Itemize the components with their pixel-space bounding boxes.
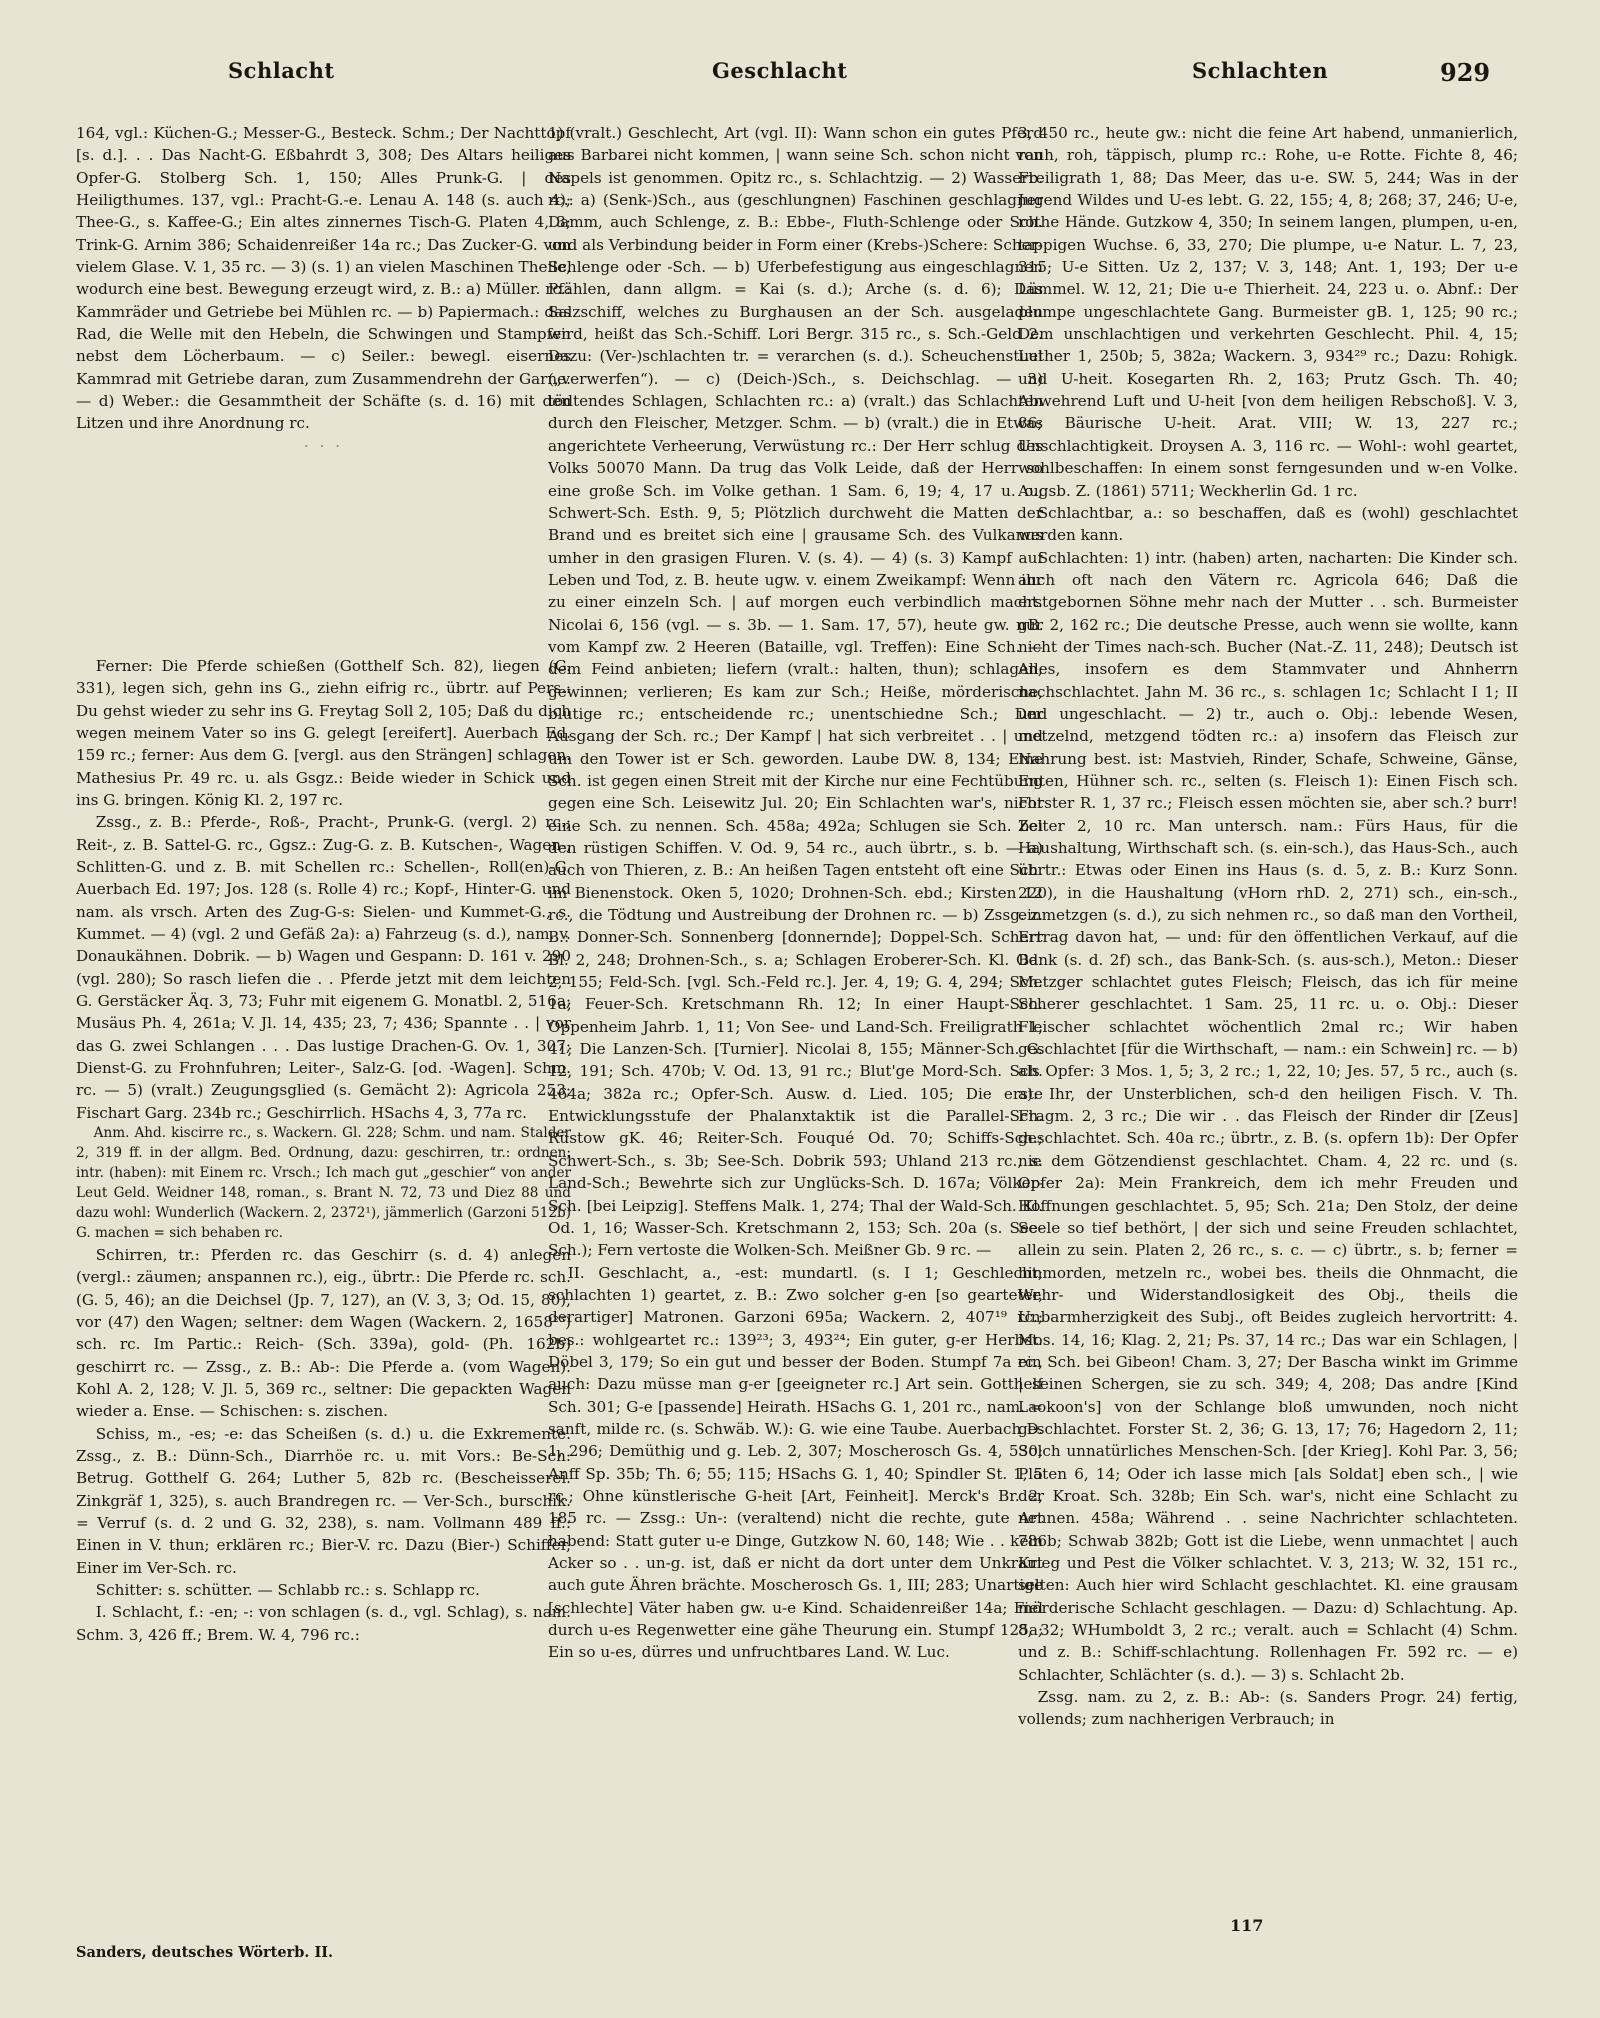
column-paragraph: Schitter: s. schütter. — Schlabb rc.: s. Schlapp rc. (95, 1581, 480, 1599)
text-column-middle (548, 122, 1043, 1942)
header-left-headword: Schlacht (228, 58, 335, 83)
column-paragraph: Schlachtbar, a.: so beschaffen, daß es (wohl) geschlachtet werden kann. (1018, 503, 1518, 545)
column-paragraph: Schlachten: 1) intr. (haben) arten, nacharten: Die Kinder sch. auch oft nach den Vätern rc. Agricola 646; Daß die erstgebornen Söhne mehr nach der Mutter . . sch. Burmeister gB. 2, 162 rc.; Die deutsche Presse, auch wenn sie wollte, kann nicht der Times nach-sch. Bucher (Nat.-Z. 11, 248); Deutsch ist Alles, insofern es dem Stammvater und Ahnherrn nachschlachtet. Jahn M. 36 rc., s. schlagen 1c; Schlacht I 1; II und ungeschlacht. — 2) tr., auch o. Obj.: lebende Wesen, metzelnd, metzgend tödten rc.: a) insofern das Fleisch zur Nahrung best. ist: Mastvieh, Rinder, Schafe, Schweine, Gänse, Enten, Hühner sch. rc., selten (s. Fleisch 1): Einen Fisch sch. Forster R. 1, 37 rc.; Fleisch essen möchten sie, aber sch.? burr! Zelter 2, 10 rc. Man untersch. nam.: Fürs Haus, für die Haushaltung, Wirthschaft sch. (s. ein-sch.), das Haus-Sch., auch übrtr.: Etwas oder Einen ins Haus (s. d. 5, z. B.: Kurz Sonn. 220), in die Haushaltung (vHorn rhD. 2, 271) sch., ein-sch., einmetzgen (s. d.), zu sich nehmen rc., so daß man den Vortheil, Ertrag davon hat, — und: für den öffentlichen Verkauf, auf die Bank (s. d. 2f) sch., das Bank-Sch. (s. aus-sch.), Meton.: Dieser Metzger schlachtet gutes Fleisch; Fleisch, das ich für meine Scherer geschlachtet. 1 Sam. 25, 11 rc. u. o. Obj.: Dieser Fleischer schlachtet wöchentlich 2mal rc.; Wir haben geschlachtet [für die Wirthschaft, — nam.: ein Schwein] rc. — b) als Opfer: 3 Mos. 1, 5; 3, 2 rc.; 1, 22, 10; Jes. 57, 5 rc., auch (s. a): Ihr, der Unsterblichen, sch-d den heiligen Fisch. V. Th. Fragm. 2, 3 rc.; Die wir . . das Fleisch der Rinder dir [Zeus] geschlachtet. Sch. 40a rc.; übrtr., z. B. (s. opfern 1b): Der Opfer nie dem Götzendienst geschlachtet. Cham. 4, 22 rc. und (s. Opfer 2a): Mein Frankreich, dem ich mehr Freuden und Hoffnungen geschlachtet. 5, 95; Sch. 21a; Den Stolz, der deine Seele so tief bethört, | der sich und seine Freuden schlachtet, allein zu sein. Platen 2, 26 rc., s. c. — c) übrtr., s. b; ferner = hinmorden, metzeln rc., wobei bes. theils die Ohnmacht, die Wehr- und Widerstandlosigkeit des Obj., theils die Unbarmherzigkeit des Subj., oft Beides zugleich hervortritt: 4. Mos. 14, 16; Klag. 2, 21; Ps. 37, 14 rc.; Das war ein Schlagen, | ein Sch. bei Gibeon! Cham. 3, 27; Der Bascha winkt im Grimme | seinen Schergen, sie zu sch. 349; 4, 208; Das andre [Kind Laokoon's] von der Schlange bloß umwunden, noch nicht geschlachtet. Forster St. 2, 36; G. 13, 17; 76; Hagedorn 2, 11; Solch unnatürliches Menschen-Sch. [der Krieg]. Kohl Par. 3, 56; Platen 6, 14; Oder ich lasse mich [als Soldat] eben sch., | wie der Kroat. Sch. 328b; Ein Sch. war's, nicht eine Schlacht zu nennen. 458a; Während . . seine Nachrichter schlachteten. 786b; Schwab 382b; Gott ist die Liebe, wenn unmachtet | auch Krieg und Pest die Völker schlachtet. V. 3, 213; W. 32, 151 rc., selten: Auch hier wird Schlacht geschlachtet. Kl. eine grausam mörderische Schlacht geschlagen. — Dazu: d) Schlachtung. Ap. 8, 32; WHumboldt 3, 2 rc.; veralt. auch = Schlacht (4) Schm. und z. B.: Schiff-schlachtung. Rollenhagen Fr. 592 rc. — e) Schlachter, Schlächter (s. d.). — 3) s. Schlacht 2b. (1018, 548, 1518, 1684)
footer-book-title: Sanders, deutsches Wörterb. II. (76, 1944, 334, 1961)
sheet-signature: 117 (1230, 1916, 1264, 1935)
column-paragraph: Zssg., z. B.: Pferde-, Roß-, Pracht-, Prunk-G. (vergl. 2) rc.; Reit-, z. B. Sattel-G. rc., Ggsz.: Zug-G. z. B. Kutschen-, Wagen-, Schlitten-G. und z. B. mit Schellen rc.: Schellen-, Roll(en)-G. Auerbach Ed. 197; Jos. 128 (s. Rolle 4) rc.; Kopf-, Hinter-G. und nam. als vrsch. Arten des Zug-G-s: Sielen- und Kummet-G., s. Kummet. — 4) (vgl. 2 und Gefäß 2a): a) Fahrzeug (s. d.), nam. v. Donaukähnen. Dobrik. — b) Wagen und Gespann: D. 161 v. 290 (vgl. 280); So rasch liefen die . . Pferde jetzt mit dem leichten G. Gerstäcker Äq. 3, 73; Fuhr mit eigenem G. Monatbl. 2, 516a; Musäus Ph. 4, 261a; V. Jl. 14, 435; 23, 7; 436; Spannte . . | vor das G. zwei Schlangen . . . Das lustige Drachen-G. Ov. 1, 307; Dienst-G. zu Frohnfuhren; Leiter-, Salz-G. [od. -Wagen]. Schm. rc. — 5) (vralt.) Zeugungsglied (s. Gemächt 2): Agricola 253; Fischart Garg. 234b rc.; Geschirrlich. HSachs 4, 3, 77a rc. (76, 813, 571, 1122)
column-paragraph: Schirren, tr.: Pferden rc. das Geschirr (s. d. 4) anlegen (vergl.: zäumen; anspannen rc.), eig., übrtr.: Die Pferde rc. sch. (G. 5, 46); an die Deichsel (Jp. 7, 127), an (V. 3, 3; Od. 15, 80), vor (47) den Wagen; seltner: dem Wagen (Wackern. 2, 1658²³) sch. rc. Im Partic.: Reich- (Sch. 339a), gold- (Ph. 162b) geschirrt rc. — Zssg., z. B.: Ab-: Die Pferde a. (vom Wagen). Kohl A. 2, 128; V. Jl. 5, 369 rc., seltner: Die gepackten Wagen wieder a. Ense. — Schischen: s. zischen. (76, 1245, 571, 1421)
column-paragraph: 1) (vralt.) Geschlecht, Art (vgl. II): Wann schon ein gutes Pferd aus Barbarei nicht kommen, | wann seine Sch. schon nicht von Napels ist genommen. Opitz rc., s. Schlachtzig. — 2) Wasserb. rc.: a) (Senk-)Sch., aus (geschlungnen) Faschinen geschlagner Damm, auch Schlenge, z. B.: Ebbe-, Fluth-Schlenge oder Sch. und als Verbindung beider in Form einer (Krebs-)Schere: Scher-Schlenge oder -Sch. — b) Uferbefestigung aus eingeschlagnen Pfählen, dann allgm. = Kai (s. d.); Arche (s. d. 6); Das Salzschiff, welches zu Burghausen an der Sch. ausgeladen wird, heißt das Sch.-Schiff. Lori Bergr. 315 rc., s. Sch.-Geld 2. Dazu: (Ver-)schlachten tr. = verarchen (s. d.). Scheuchenstuel („verwerfen“). — c) (Deich-)Sch., s. Deichschlag. — 3) tödtendes Schlagen, Schlachten rc.: a) (vralt.) das Schlachten durch den Fleischer, Metzger. Schm. — b) (vralt.) die in Etwas angerichtete Verheerung, Verwüstung rc.: Der Herr schlug des Volks 50070 Mann. Da trug das Volk Leide, daß der Herr so eine große Sch. im Volke gethan. 1 Sam. 6, 19; 4, 17 u. o.; Schwert-Sch. Esth. 9, 5; Plötzlich durchweht die Matten der Brand und es breitet sich eine | grausame Sch. des Vulkanus umher in den grasigen Fluren. V. (s. 4). — 4) (s. 3) Kampf auf Leben und Tod, z. B. heute ugw. v. einem Zweikampf: Wenn ihr zu einer einzeln Sch. | auf morgen euch verbindlich macht. Nicolai 6, 156 (vgl. — s. 3b. — 1. Sam. 17, 57), heute gw. nur vom Kampf zw. 2 Heeren (Bataille, vgl. Treffen): Eine Sch. — dem Feind anbieten; liefern (vralt.: halten, thun); schlagen; gewinnen; verlieren; Es kam zur Sch.; Heiße, mörderische, blutige rc.; entscheidende rc.; unentschiedne Sch.; Der Ausgang der Sch. rc.; Der Kampf | hat sich verbreitet . . | und um den Tower ist er Sch. geworden. Laube DW. 8, 134; Eine Sch. ist gegen einen Streit mit der Kirche nur eine Fechtübung gegen eine Sch. Leisewitz Jul. 20; Ein Schlachten war's, nicht eine Sch. zu nennen. Sch. 458a; 492a; Schlugen sie Sch. bei den rüstigen Schiffen. V. Od. 9, 54 rc., auch übrtr., s. b. — a) auch von Thieren, z. B.: An heißen Tagen entsteht oft eine Sch. im Bienenstock. Oken 5, 1020; Drohnen-Sch. ebd.; Kirsten 12 rc., die Tödtung und Austreibung der Drohnen rc. — b) Zssg. z. B.: Donner-Sch. Sonnenberg [donnernde]; Doppel-Sch. Scherr Bl. 2, 248; Drohnen-Sch., s. a; Schlagen Eroberer-Sch. Kl. Od. 2, 155; Feld-Sch. [vgl. Sch.-Feld rc.]. Jer. 4, 19; G. 4, 294; Sch. 1a; Feuer-Sch. Kretschmann Rh. 12; In einer Haupt-Sch. Oppenheim Jahrb. 1, 11; Von See- und Land-Sch. Freiligrath 1, 41; Die Lanzen-Sch. [Turnier]. Nicolai 8, 155; Männer-Sch. G. 12, 191; Sch. 470b; V. Od. 13, 91 rc.; Blut'ge Mord-Sch. Sch. 464a; 382a rc.; Opfer-Sch. Ausw. d. Lied. 105; Die erste Entwicklungsstufe der Phalanxtaktik ist die Parallel-Sch. Rüstow gK. 46; Reiter-Sch. Fouqué Od. 70; Schiffs-Sch.; Schwert-Sch., s. 3b; See-Sch. Dobrik 593; Uhland 213 rc., s. Land-Sch.; Bewehrte sich zur Unglücks-Sch. D. 167a; Völker-Sch. [bei Leipzig]. Steffens Malk. 1, 274; Thal der Wald-Sch. Kl. Od. 1, 16; Wasser-Sch. Kretschmann 2, 153; Sch. 20a (s. See-Sch.); Fern vertoste die Wolken-Sch. Meißner Gb. 9 rc. — (548, 124, 1043, 1260)
column-paragraph: Schiss, m., -es; -e: das Scheißen (s. d.) u. die Exkremente. Zssg., z. B.: Dünn-Sch., Diarrhöe rc. u. mit Vors.: Be-Sch: Betrug. Gotthelf G. 264; Luther 5, 82b rc. (Bescheisserei. Zinkgräf 1, 325), s. auch Brandregen rc. — Ver-Sch., burschik. = Verruf (s. d. 2 und G. 32, 238), s. nam. Vollmann 489 ff.: Einen in V. thun; erklären rc.; Bier-V. rc. Dazu (Bier-) Schiffer, Einer im Ver-Sch. rc. (76, 1424, 571, 1577)
column-paragraph: 164, vgl.: Küchen-G.; Messer-G., Besteck. Schm.; Der Nachttopf [s. d.]. . . Das Nacht-G. Eßbahrdt 3, 308; Des Altars heiliges Opfer-G. Stolberg Sch. 1, 150; Alles Prunk-G. | des Heiligthumes. 137, vgl.: Pracht-G.-e. Lenau A. 148 (s. auch 4); Thee-G., s. Kaffee-G.; Ein altes zinnernes Tisch-G. Platen 4, 3; Trink-G. Arnim 386; Schaidenreißer 14a rc.; Das Zucker-G. von vielem Glase. V. 1, 35 rc. — 3) (s. 1) an vielen Maschinen Theile, wodurch eine best. Bewegung erzeugt wird, z. B.: a) Müller. rc.: Kammräder und Getriebe bei Mühlen rc. — b) Papiermach.: das Rad, die Welle mit den Hebeln, die Schwingen und Stampfen nebst dem Löcherbaum. — c) Seiler.: bewegl. eisernes Kammrad mit Getriebe daran, zum Zusammendrehn der Garne. — d) Weber.: die Gesammtheit der Schäfte (s. d. 16) mit den Litzen und ihre Anordnung rc. (76, 124, 571, 433)
text-column-right (1018, 122, 1518, 1942)
page-number: 929 (1440, 58, 1491, 87)
column-paragraph: II. Geschlacht, a., -est: mundartl. (s. I 1; Geschlecht; schlachten 1) geartet, z. B.: Zwo solcher g-en [so gearteter, derartiger] Matronen. Garzoni 695a; Wackern. 2, 407¹⁹ rc.; bes.: wohlgeartet rc.: 139²³; 3, 493²⁴; Ein guter, g-er Herbst. Döbel 3, 179; So ein gut und besser der Boden. Stumpf 7a rc., auch: Dazu müsse man g-er [geeigneter rc.] Art sein. Gotthelf Sch. 301; G-e [passende] Heirath. HSachs G. 1, 201 rc., nam. = sanft, milde rc. (s. Schwäb. W.): G. wie eine Taube. Auerbach D. 1, 296; Demüthig und g. Leb. 2, 307; Moscherosch Gs. 4, 530; Anff Sp. 35b; Th. 6; 55; 115; HSachs G. 1, 40; Spindler St. 1, 5 rc.; Ohne künstlerische G-heit [Art, Feinheit]. Merck's Br. 2, 185 rc. — Zssg.: Un-: (veraltend) nicht die rechte, gute Art habend: Statt guter u-e Dinge, Gutzkow N. 60, 148; Wie . . kein Acker so . . un-g. ist, daß er nicht da dort unter dem Unkraut auch gute Ähren brächte. Moscherosch Gs. 1, III; 283; Unartige [schlechte] Väter haben gw. u-e Kind. Schaidenreißer 14a; Fiel durch u-es Regenwetter eine gähe Theurung ein. Stumpf 125a; Ein so u-es, dürres und unfruchtbares Land. W. Luc. (548, 1263, 1043, 1662)
header-center-headword: Geschlacht (712, 58, 848, 83)
illegible-gap: · · · (303, 436, 344, 455)
column-paragraph: I. Schlacht, f.: -en; -: von schlagen (s. d., vgl. Schlag), s. nam. Schm. 3, 426 ff.; Brem. W. 4, 796 rc.: (76, 1603, 571, 1644)
running-header (0, 58, 1600, 98)
header-right-headword: Schlachten (1192, 58, 1329, 83)
column-note: Anm. Ahd. kiscirre rc., s. Wackern. Gl. 228; Schm. und nam. Stalder 2, 319 ff. in der allgm. Bed. Ordnung, dazu: geschirren, tr.: ordnen; intr. (haben): mit Einem rc. Vrsch.; Ich mach gut „geschier“ von ander Leut Geld. Weidner 148, roman., s. Brant N. 72, 73 und Diez 88 und dazu wohl: Wunderlich (Wackern. 2, 2372¹), jämmerlich (Garzoni 512b) G. machen = sich behaben rc. (76, 1125, 571, 1241)
text-column-left (76, 122, 571, 1942)
column-paragraph: Zssg. nam. zu 2, z. B.: Ab-: (s. Sanders Progr. 24) fertig, vollends; zum nachherigen Verbrauch; in (1018, 1688, 1518, 1729)
column-paragraph: 3, 450 rc., heute gw.: nicht die feine Art habend, unmanierlich, rauh, roh, täppisch, plump rc.: Rohe, u-e Rotte. Fichte 8, 46; Freiligrath 1, 88; Das Meer, das u-e. SW. 5, 244; Was in der Jugend Wildes und U-es lebt. G. 22, 155; 4, 8; 268; 37, 246; U-e, rothe Hände. Gutzkow 4, 350; In seinem langen, plumpen, u-en, tappigen Wuchse. 6, 33, 270; Die plumpe, u-e Natur. L. 7, 23, 315; U-e Sitten. Uz 2, 137; V. 3, 148; Ant. 1, 193; Der u-e Lümmel. W. 12, 21; Die u-e Thierheit. 24, 223 u. o. Abnf.: Der plumpe ungeschlachtete Gang. Burmeister gB. 1, 125; 90 rc.; Dem unschlachtigen und verkehrten Geschlecht. Phil. 4, 15; Luther 1, 250b; 5, 382a; Wackern. 3, 934²⁹ rc.; Dazu: Rohigk. und U-heit. Kosegarten Rh. 2, 163; Prutz Gsch. Th. 40; Abwehrend Luft und U-heit [von dem heiligen Rebschoß]. V. 3, 86; Bäurische U-heit. Arat. VIII; W. 13, 227 rc.; Unschlachtigkeit. Droysen A. 3, 116 rc. — Wohl-: wohl geartet, wohlbeschaffen: In einem sonst ferngesunden und w-en Volke. Augsb. Z. (1861) 5711; Weckherlin Gd. 1 rc. (1018, 124, 1518, 500)
column-paragraph: Ferner: Die Pferde schießen (Gotthelf Sch. 82), liegen (G. 331), legen sich, gehn ins G., ziehn eifrig rc., übrtr. auf Pers.: Du gehst wieder zu sehr ins G. Freytag Soll 2, 105; Daß du dich wegen meinem Vater so ins G. gelegt [ereifert]. Auerbach Ed. 159 rc.; ferner: Aus dem G. [vergl. aus den Strängen] schlagen. Mathesius Pr. 49 rc. u. als Gsgz.: Beide wieder in Schick und ins G. bringen. König Kl. 2, 197 rc. (76, 656, 571, 809)
